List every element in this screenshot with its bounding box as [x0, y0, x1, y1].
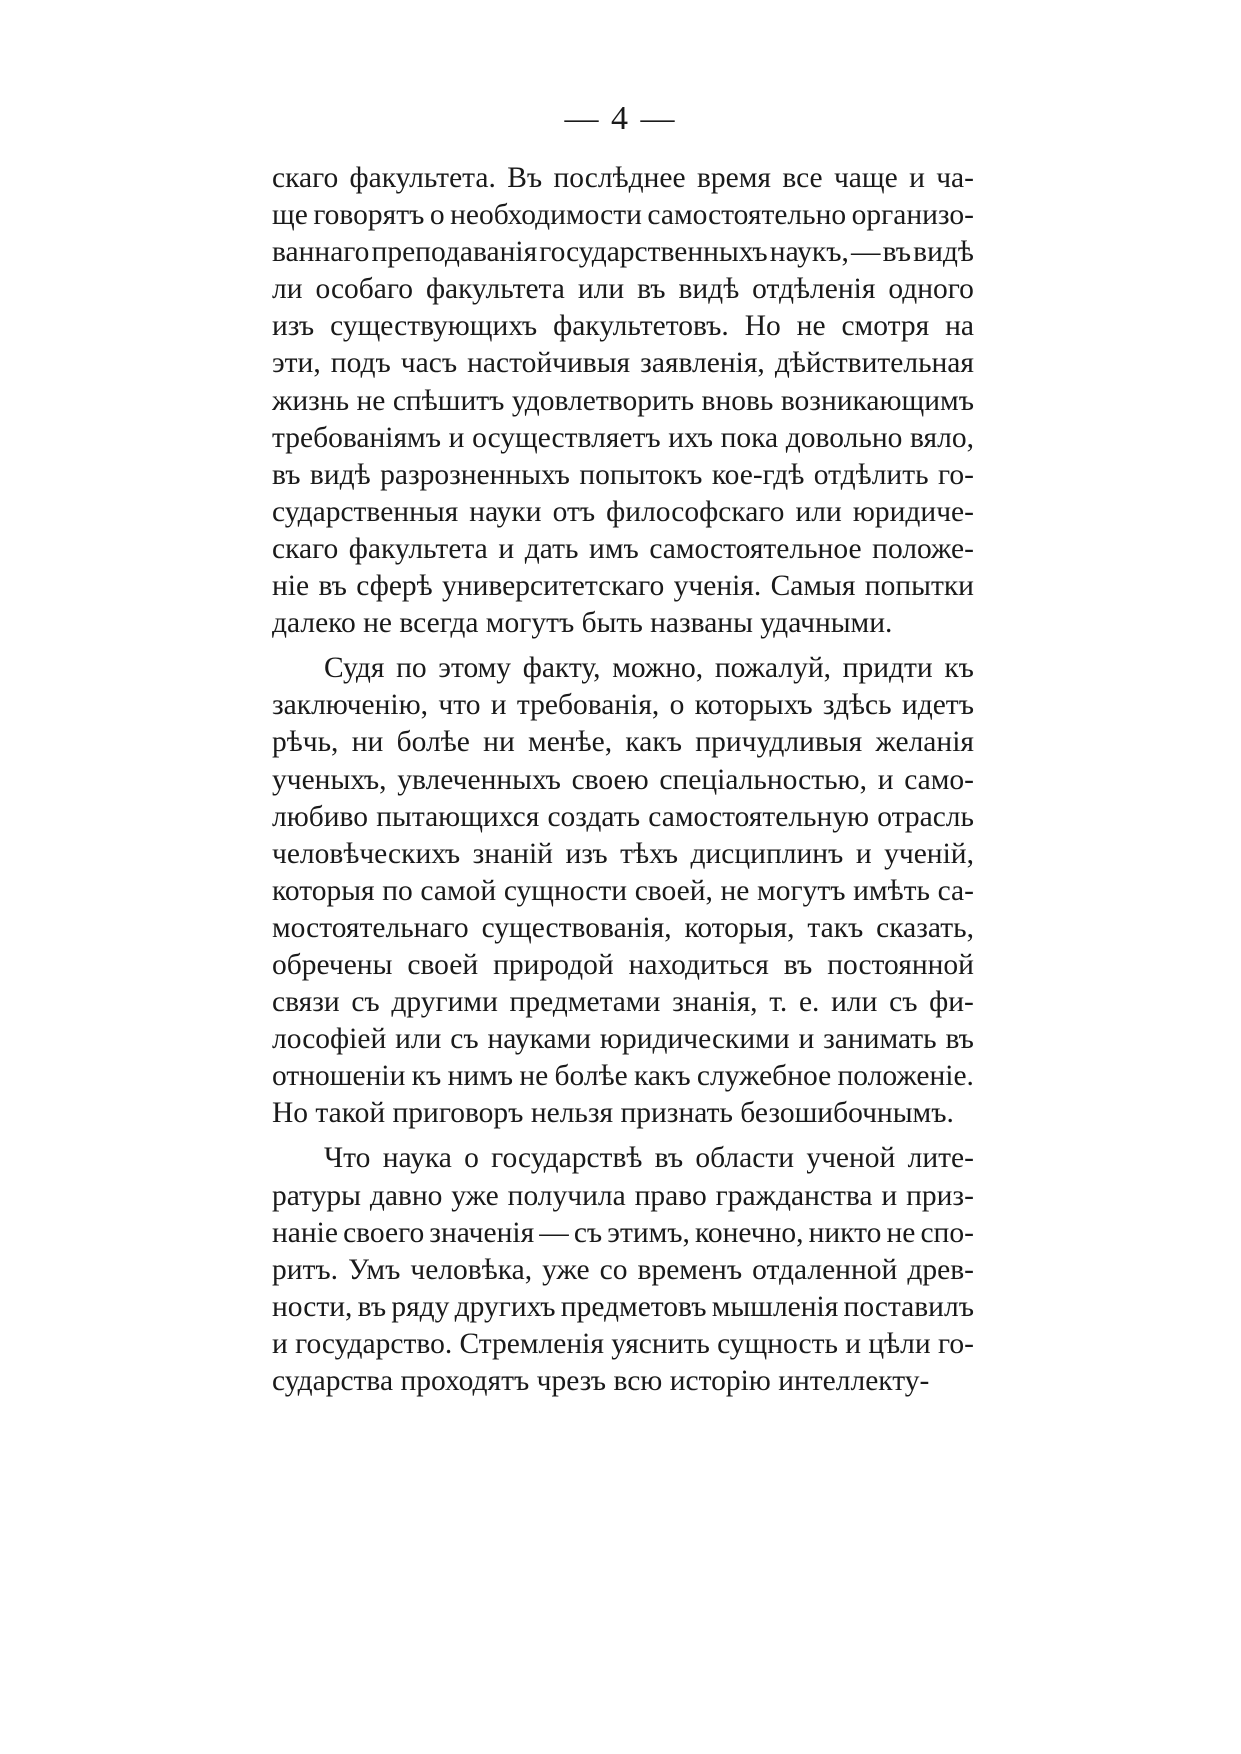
paragraph: [272, 1140, 974, 1400]
text-line: сударства проходятъ чрезъ всю исторію интеллекту-: [272, 1365, 930, 1397]
text-line: и государство. Стремленія уяснить сущность и цѣли го-: [272, 1327, 974, 1360]
text-line: требованіямъ и осуществляетъ ихъ пока довольно вяло,: [272, 421, 974, 454]
text-line: человѣческихъ знаній изъ тѣхъ дисциплинъ и ученій,: [272, 837, 974, 870]
text-line: которыя по самой сущности своей, не могутъ имѣть са-: [272, 874, 974, 907]
text-line: ли особаго факультета или въ видѣ отдѣленія одного: [272, 273, 974, 306]
text-line: заключенію, что и требованія, о которыхъ здѣсь идетъ: [272, 689, 974, 722]
text-line: ратуры давно уже получила право гражданства и приз-: [272, 1179, 974, 1212]
text-line: любиво пытающихся создать самостоятельную отрасль: [272, 800, 974, 833]
text-line: въ видѣ разрозненныхъ попытокъ кое-гдѣ отдѣлить го-: [272, 458, 974, 491]
text-line: жизнь не спѣшитъ удовлетворить вновь возникающимъ: [272, 384, 974, 417]
text-line: ности, въ ряду другихъ предметовъ мышленія поставилъ: [272, 1290, 974, 1323]
text-line: Что наука о государствѣ въ области ученой лите-: [324, 1142, 974, 1175]
paragraph: [272, 650, 974, 1132]
text-line: рѣчь, ни болѣе ни менѣе, какъ причудливыя желанія: [272, 726, 974, 759]
text-line: сударственныя науки отъ философскаго или юридиче-: [272, 495, 974, 528]
text-line: Но такой приговоръ нельзя признать безошибочнымъ.: [272, 1097, 954, 1130]
text-line: наніе своего значенія — съ этимъ, конечно, никто не спо-: [272, 1216, 974, 1249]
text-line: скаго факультета. Въ послѣднее время все чаще и ча-: [272, 162, 974, 194]
text-line: ніе въ сферѣ университетскаго ученія. Самыя попытки: [272, 570, 974, 603]
text-line: ритъ. Умъ человѣка, уже со временъ отдаленной древ-: [272, 1253, 974, 1286]
text-line: изъ существующихъ факультетовъ. Но не смотря на: [272, 310, 974, 343]
text-line: отношеніи къ нимъ не болѣе какъ служебное положеніе.: [272, 1060, 974, 1093]
text-line: ученыхъ, увлеченныхъ своею спеціальностью, и само-: [272, 763, 974, 796]
body-text: [272, 160, 974, 1400]
paragraph: [272, 160, 974, 642]
text-line: эти, подъ часъ настойчивыя заявленія, дѣйствительная: [272, 347, 974, 380]
text-line: обречены своей природой находиться въ постоянной: [272, 948, 974, 981]
text-line: далеко не всегда могутъ быть названы удачными.: [272, 607, 893, 640]
text-line: Судя по этому факту, можно, пожалуй, придти къ: [324, 652, 974, 685]
text-line: связи съ другими предметами знанія, т. е. или съ фи-: [272, 986, 974, 1019]
text-line: ваннаго преподаванія государственныхъ наукъ, — въ видѣ: [272, 236, 974, 269]
page-number: — 4 —: [564, 100, 677, 137]
text-line: мостоятельнаго существованія, которыя, такъ сказать,: [272, 911, 974, 944]
text-line: лософіей или съ науками юридическими и занимать въ: [272, 1023, 974, 1056]
text-line: скаго факультета и дать имъ самостоятельное положе-: [272, 532, 974, 565]
text-line: ще говорятъ о необходимости самостоятельно организо-: [272, 199, 974, 232]
